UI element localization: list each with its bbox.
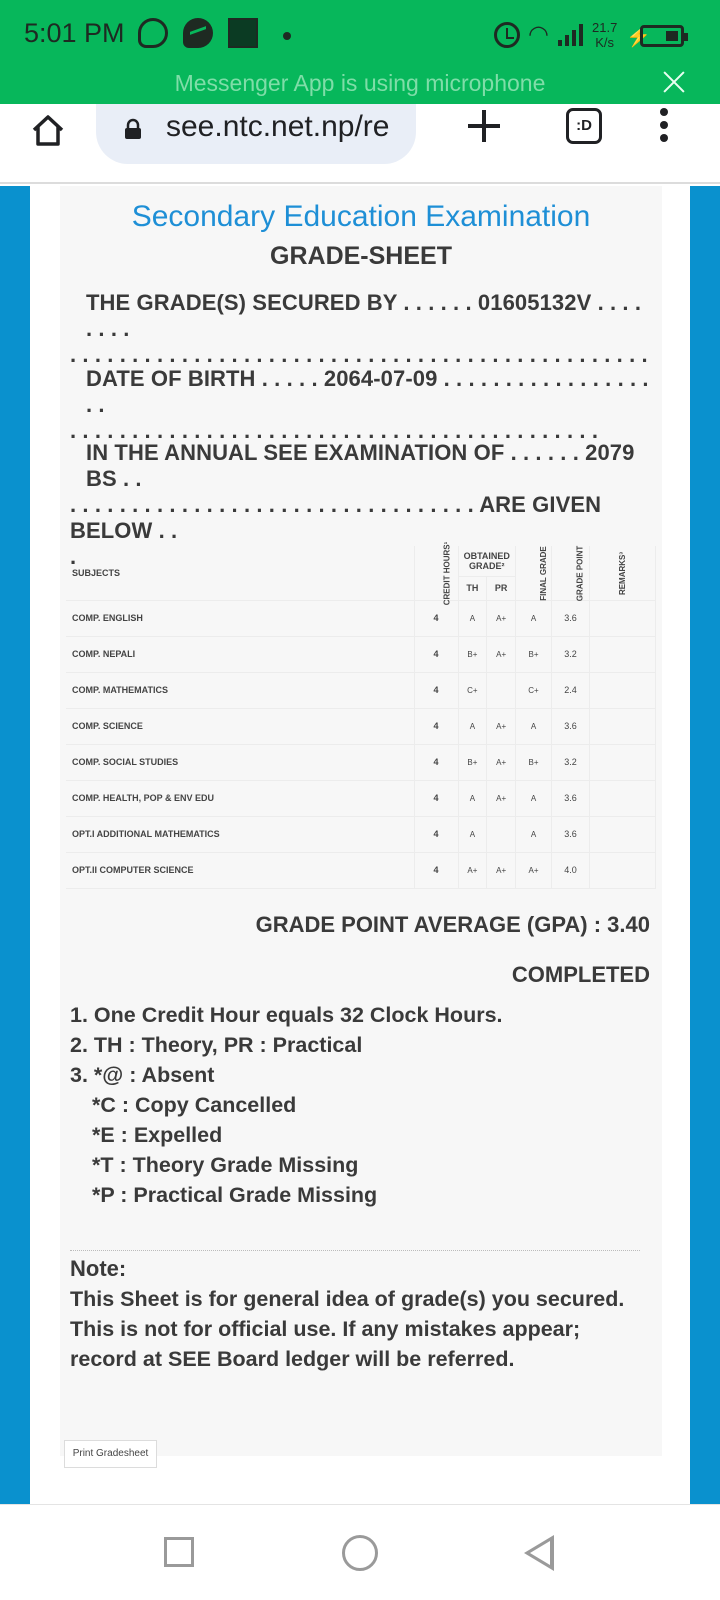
remarks-cell xyxy=(590,708,656,744)
legend-sub-item: *T : Theory Grade Missing xyxy=(92,1153,359,1177)
dob-dots: . . . . . . . . . . . . . . . . . . . . . . . . . . . . . . . . . . . . . . . . . . . xyxy=(70,418,599,443)
final-grade-cell: A xyxy=(516,816,552,852)
home-icon[interactable] xyxy=(30,112,66,148)
viber-icon xyxy=(138,18,168,48)
remarks-cell xyxy=(590,816,656,852)
credit-cell: 4 xyxy=(414,816,458,852)
status-time: 5:01 PM xyxy=(24,18,125,48)
th-cell: A xyxy=(458,708,487,744)
th-cell: A+ xyxy=(458,852,487,888)
note-text: This Sheet is for general idea of grade(s) you secured. This is not for official use. If any mistakes appear; record at SEE Board ledger will be referred. xyxy=(70,1287,625,1371)
navigation-bar xyxy=(0,1504,720,1600)
subject-cell: COMP. MATHEMATICS xyxy=(66,672,414,708)
final-grade-cell: A xyxy=(516,708,552,744)
header-grade-point xyxy=(552,546,590,600)
header-remarks xyxy=(590,546,656,600)
pr-cell xyxy=(487,816,516,852)
pr-cell: A+ xyxy=(487,708,516,744)
table-row xyxy=(66,672,656,708)
subject-cell: OPT.II COMPUTER SCIENCE xyxy=(66,852,414,888)
grade-point-cell: 3.6 xyxy=(552,780,590,816)
header-pr: PR xyxy=(487,576,516,600)
dob-line: DATE OF BIRTH . . . . . 2064-07-09 . . . . . . . . . . . . . . . . . . . xyxy=(86,366,649,417)
header-obtained-grade: OBTAINED GRADE² xyxy=(458,546,516,576)
print-gradesheet-button[interactable]: Print Gradesheet xyxy=(64,1440,157,1468)
header-remarks-label: REMARKS³ xyxy=(617,551,627,595)
legend xyxy=(70,1000,503,1210)
final-grade-cell: A xyxy=(516,600,552,636)
grade-point-cell: 4.0 xyxy=(552,852,590,888)
grade-point-cell: 2.4 xyxy=(552,672,590,708)
table-row xyxy=(66,744,656,780)
credit-cell: 4 xyxy=(414,636,458,672)
notification-dot-icon xyxy=(283,32,291,40)
legend-sub-item: *C : Copy Cancelled xyxy=(92,1093,297,1117)
th-cell: A xyxy=(458,600,487,636)
exam-line-3: . xyxy=(70,544,77,569)
note-title: Note: xyxy=(70,1256,127,1281)
grade-point-cell: 3.6 xyxy=(552,816,590,852)
charging-icon: ⚡ xyxy=(626,26,651,48)
final-grade-cell: B+ xyxy=(516,744,552,780)
subject-cell: COMP. NEPALI xyxy=(66,636,414,672)
status-text: COMPLETED xyxy=(511,962,650,987)
remarks-cell xyxy=(590,780,656,816)
grade-point-cell: 3.2 xyxy=(552,636,590,672)
pr-cell: A+ xyxy=(487,852,516,888)
credit-cell: 4 xyxy=(414,744,458,780)
secured-by-block xyxy=(70,290,650,368)
pr-cell: A+ xyxy=(487,636,516,672)
header-grade-point-label: GRADE POINT xyxy=(575,545,585,602)
legend-sub-item: *E : Expelled xyxy=(92,1123,223,1147)
subject-cell: COMP. HEALTH, POP & ENV EDU xyxy=(66,780,414,816)
table-row xyxy=(66,780,656,816)
header-th: TH xyxy=(458,576,487,600)
recents-icon[interactable] xyxy=(164,1537,194,1567)
header-subjects: SUBJECTS xyxy=(66,546,414,600)
table-row xyxy=(66,708,656,744)
menu-icon[interactable] xyxy=(658,108,670,146)
url-text[interactable]: see.ntc.net.np/re xyxy=(166,110,390,143)
app-icon xyxy=(228,18,258,48)
table-row xyxy=(66,816,656,852)
credit-cell: 4 xyxy=(414,672,458,708)
final-grade-cell: C+ xyxy=(516,672,552,708)
tab-switcher-button[interactable]: :D xyxy=(566,108,602,144)
credit-cell: 4 xyxy=(414,600,458,636)
th-cell: B+ xyxy=(458,636,487,672)
th-cell: A xyxy=(458,780,487,816)
credit-cell: 4 xyxy=(414,852,458,888)
th-cell: A xyxy=(458,816,487,852)
grade-table xyxy=(66,541,656,889)
final-grade-cell: B+ xyxy=(516,636,552,672)
remarks-cell xyxy=(590,744,656,780)
pr-cell: A+ xyxy=(487,780,516,816)
grade-point-cell: 3.6 xyxy=(552,708,590,744)
net-speed-value: 21.7 xyxy=(592,20,618,35)
credit-cell: 4 xyxy=(414,780,458,816)
page-background xyxy=(0,186,720,1504)
page-container xyxy=(30,186,690,1504)
grade-point-cell: 3.6 xyxy=(552,600,590,636)
remarks-cell xyxy=(590,600,656,636)
remarks-cell xyxy=(590,852,656,888)
final-grade-cell: A xyxy=(516,780,552,816)
subject-cell: COMP. SCIENCE xyxy=(66,708,414,744)
legend-item: 3. *@ : Absent xyxy=(70,1063,215,1087)
sheet-title: Secondary Education Examination xyxy=(131,200,591,233)
browser-toolbar xyxy=(0,104,720,184)
signal-icon xyxy=(558,24,583,46)
close-icon[interactable] xyxy=(658,66,690,98)
th-cell: B+ xyxy=(458,744,487,780)
grade-point-cell: 3.2 xyxy=(552,744,590,780)
grade-sheet xyxy=(60,186,662,1456)
final-grade-cell: A+ xyxy=(516,852,552,888)
remarks-cell xyxy=(590,636,656,672)
sheet-subtitle: GRADE-SHEET xyxy=(270,242,452,270)
back-icon[interactable] xyxy=(524,1535,554,1571)
note-divider xyxy=(70,1250,640,1251)
pr-cell xyxy=(487,672,516,708)
legend-item: 2. TH : Theory, PR : Practical xyxy=(70,1033,363,1057)
secured-by-line: THE GRADE(S) SECURED BY . . . . . . 01605132V . . . . . . . . xyxy=(86,290,642,341)
table-row xyxy=(66,852,656,888)
net-speed xyxy=(592,20,617,50)
legend-item: 1. One Credit Hour equals 32 Clock Hours. xyxy=(70,1003,503,1027)
alarm-icon xyxy=(494,22,520,48)
gpa-text: GRADE POINT AVERAGE (GPA) : 3.40 xyxy=(255,912,650,937)
dob-block xyxy=(70,366,650,444)
subject-cell: COMP. SOCIAL STUDIES xyxy=(66,744,414,780)
lock-icon[interactable] xyxy=(122,118,144,140)
subject-cell: COMP. ENGLISH xyxy=(66,600,414,636)
status-bar xyxy=(0,0,720,104)
header-final-grade xyxy=(516,546,552,600)
exam-line: IN THE ANNUAL SEE EXAMINATION OF . . . . . . 2079 BS . . xyxy=(86,440,635,491)
header-credit-hours xyxy=(414,541,458,606)
exam-line-2: . . . . . . . . . . . . . . . . . . . . . . . . . . . . . . . . . ARE GIVEN BELOW . . xyxy=(70,492,602,543)
address-bar[interactable] xyxy=(96,104,416,164)
pr-cell: A+ xyxy=(487,600,516,636)
secured-by-dots: . . . . . . . . . . . . . . . . . . . . . . . . . . . . . . . . . . . . . . . . . . . . . . . xyxy=(70,342,648,367)
wifi-icon: ◠ xyxy=(528,21,549,48)
messenger-icon xyxy=(183,18,213,48)
subject-cell: OPT.I ADDITIONAL MATHEMATICS xyxy=(66,816,414,852)
table-row xyxy=(66,636,656,672)
remarks-cell xyxy=(590,672,656,708)
home-circle-icon[interactable] xyxy=(342,1535,378,1571)
battery-icon xyxy=(640,25,684,47)
mic-banner[interactable]: Messenger App is using microphone xyxy=(174,70,546,96)
header-credit-hours-label: CREDIT HOURS¹ xyxy=(441,541,451,606)
credit-cell: 4 xyxy=(414,708,458,744)
pr-cell: A+ xyxy=(487,744,516,780)
table-row xyxy=(66,600,656,636)
net-speed-unit: K/s xyxy=(595,35,615,50)
new-tab-plus-icon[interactable] xyxy=(468,110,500,142)
header-final-grade-label: FINAL GRADE xyxy=(538,545,548,601)
legend-sub-item: *P : Practical Grade Missing xyxy=(92,1183,378,1207)
th-cell: C+ xyxy=(458,672,487,708)
